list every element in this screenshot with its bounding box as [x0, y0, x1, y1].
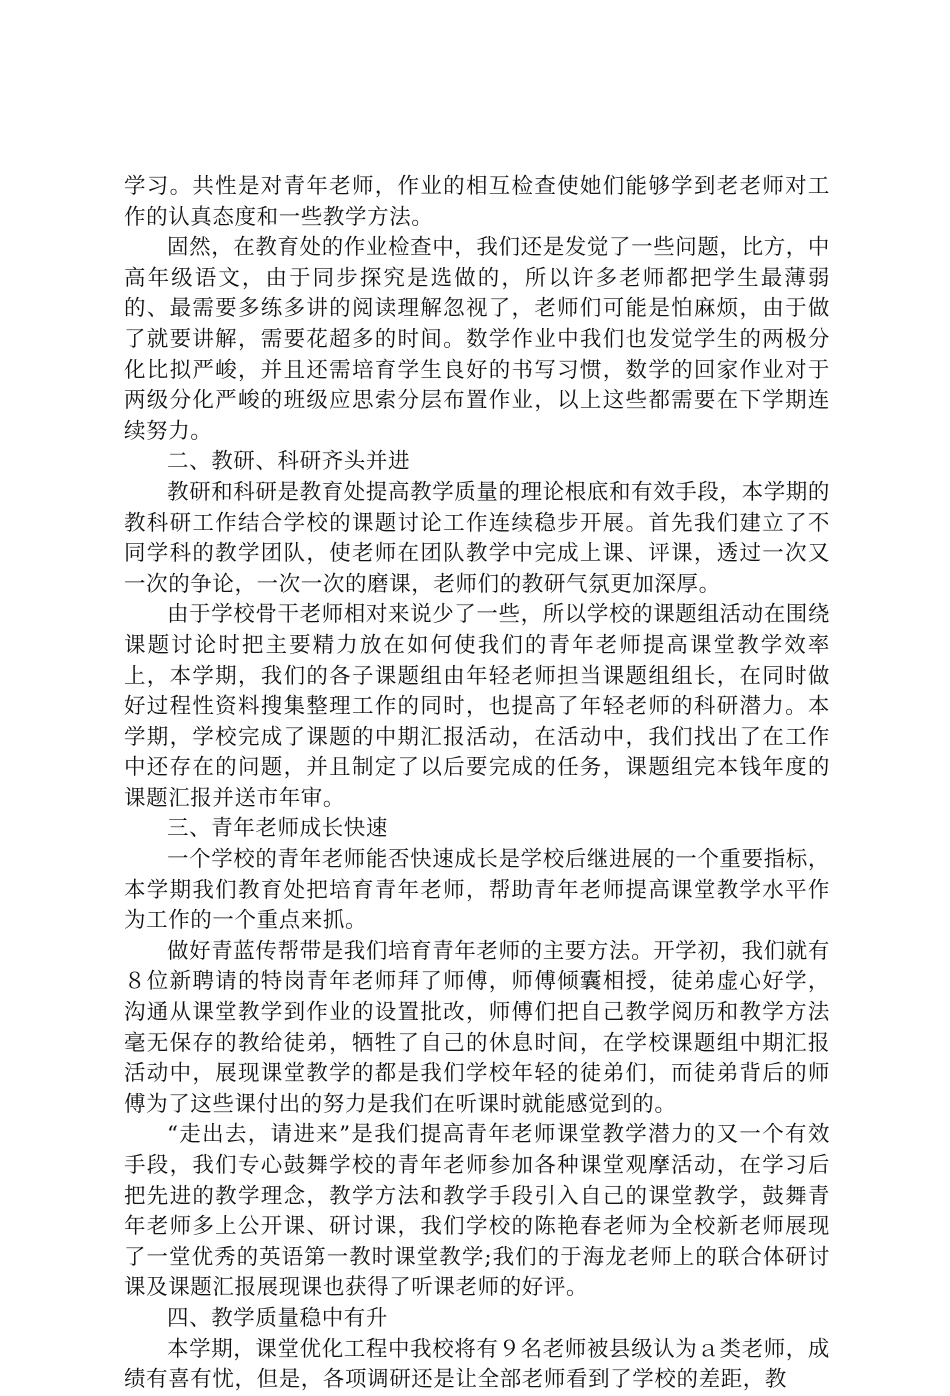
paragraph: “走出去，请进来”是我们提高青年老师课堂教学潜力的又一个有效手段，我们专心鼓舞学校的青年老师参加各种课堂观摩活动，在学习后把先进的教学理念，教学方法和教学手段引入自己的课堂教学，鼓舞青年老师多上公开课、研讨课，我们学校的陈艳春老师为全校新老师展现了一堂优秀的英语第一教时课堂教学;我们的于海龙老师上的联合体研讨课及课题汇报展现课也获得了听课老师的好评。	[124, 1122, 830, 1301]
paragraph: 本学期，课堂优化工程中我校将有９名老师被县级认为ａ类老师，成绩有喜有忧，但是，各项调研还是让全部老师看到了学校的差距，教	[124, 1336, 831, 1393]
paragraph: 教研和科研是教育处提高教学质量的理论根底和有效手段，本学期的教科研工作结合学校的课题讨论工作连续稳步开展。首先我们建立了不同学科的教学团队，使老师在团队教学中完成上课、评课，透过一次又一次的争论，一次一次的磨课，老师们的教研气氛更加深厚。	[124, 479, 831, 597]
paragraph: 由于学校骨干老师相对来说少了一些，所以学校的课题组活动在围绕课题讨论时把主要精力放在如何使我们的青年老师提高课堂教学效率上，本学期，我们的各子课题组由年轻老师担当课题组组长，在同时做好过程性资料搜集整理工作的同时，也提高了年轻老师的科研潜力。本学期，学校完成了课题的中期汇报活动，在活动中，我们找出了在工作中还存在的问题，并且制定了以后要完成的任务，课题组完本钱年度的课题汇报并送市年审。	[124, 602, 831, 811]
paragraph: 学习。共性是对青年老师，作业的相互检查使她们能够学到老老师对工作的认真态度和一些教学方法。	[124, 174, 830, 230]
paragraph: 一个学校的青年老师能否快速成长是学校后继进展的一个重要指标，本学期我们教育处把培育青年老师，帮助青年老师提高课堂教学水平作为工作的一个重点来抓。	[124, 847, 831, 934]
section-heading: 二、教研、科研齐头并进	[167, 449, 411, 475]
paragraph: 做好青蓝传帮带是我们培育青年老师的主要方法。开学初，我们就有８位新聘请的特岗青年老师拜了师傅，师傅倾囊相授，徒弟虚心好学，沟通从课堂教学到作业的设置批改，师傅们把自己教学阅历和教学方法毫无保存的教给徒弟，牺牲了自己的休息时间，在学校课题组中期汇报活动中，展现课堂教学的都是我们学校年轻的徒弟们，而徒弟背后的师傅为了这些课付出的努力是我们在听课时就能感觉到的。	[124, 938, 831, 1117]
section-heading: 三、青年老师成长快速	[167, 816, 389, 842]
document-body	[124, 172, 830, 1396]
paragraph: 固然，在教育处的作业检查中，我们还是发觉了一些问题，比方，中高年级语文，由于同步探究是选做的，所以许多老师都把学生最薄弱的、最需要多练多讲的阅读理解忽视了，老师们可能是怕麻烦，由于做了就要讲解，需要花超多的时间。数学作业中我们也发觉学生的两极分化比拟严峻，并且还需培育学生良好的书写习惯，数学的回家作业对于两级分化严峻的班级应思索分层布置作业，以上这些都需要在下学期连续努力。	[124, 235, 831, 444]
section-heading: 四、教学质量稳中有升	[167, 1305, 389, 1331]
